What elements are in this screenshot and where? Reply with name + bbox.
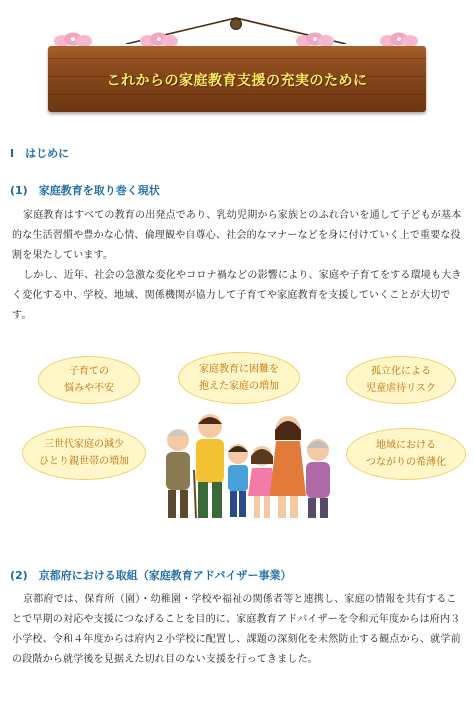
grandmother-figure <box>306 439 330 518</box>
nail-icon <box>230 18 242 30</box>
bubble-isolation-risk <box>346 356 456 404</box>
bubble-line: 孤立化による <box>371 366 431 377</box>
mother-figure <box>270 416 306 518</box>
bubble-line: 家庭教育に困難を <box>199 364 279 375</box>
bubble-line: 児童虐待リスク <box>366 383 436 394</box>
bubble-parenting-worries <box>38 356 140 404</box>
wood-board <box>48 46 426 112</box>
bubble-line: 三世代家庭の減少 <box>44 439 124 450</box>
subsection-heading-2: (2) 京都府における取組（家庭教育アドバイザー事業） <box>10 569 292 582</box>
family-illustration <box>158 410 338 522</box>
bubble-line: 子育ての <box>69 366 109 377</box>
father-figure <box>196 414 224 518</box>
bubble-line: 抱えた家庭の増加 <box>199 381 279 392</box>
bubble-line: 悩みや不安 <box>64 383 114 394</box>
paragraph-1: 家庭教育はすべての教育の出発点であり、乳幼児期から家族とのふれ合いを通して子どもが基本的な生活習慣や豊かな心情、倫理観や自尊心、社会的なマナーなどを身に付けていく上で重要な役割を果たしています。 <box>12 210 462 261</box>
grandfather-figure <box>166 429 196 518</box>
title-board <box>40 8 434 108</box>
boy-figure <box>228 444 248 517</box>
paragraph-2: しかし、近年、社会の急激な変化やコロナ禍などの影響により、家庭や子育てをする環境も大きく変化する中、学校、地域、関係機関が協力して子育てや家庭教育を支援していくことが大切です。 <box>12 270 462 321</box>
bubble-difficult-families <box>178 352 300 404</box>
bubble-line: つながりの希薄化 <box>366 457 446 468</box>
bubble-community-ties <box>346 428 466 480</box>
bubble-line: ひとり親世帯の増加 <box>39 456 129 467</box>
section-heading: Ⅰ はじめに <box>10 147 70 160</box>
subsection-heading-1: (1) 家庭教育を取り巻く現状 <box>10 184 160 197</box>
bubble-family-structure <box>22 426 146 480</box>
bubble-line: 地域における <box>376 440 436 451</box>
paragraph-3: 京都府では、保育所（園）・幼稚園・学校や福祉の関係者等と連携し、家庭の情報を共有することで早期の対応や支援につなげることを目的に、家庭教育アドバイザーを令和元年度からは府内３小学校、令和４年度からは府内２小学校に配置し、課題の深刻化を未然防止する観点から、就学前の段階から就学後を見据えた切れ目のない支援を行ってきました。 <box>12 594 461 665</box>
page-title: これからの家庭教育支援の充実のために <box>106 73 368 89</box>
